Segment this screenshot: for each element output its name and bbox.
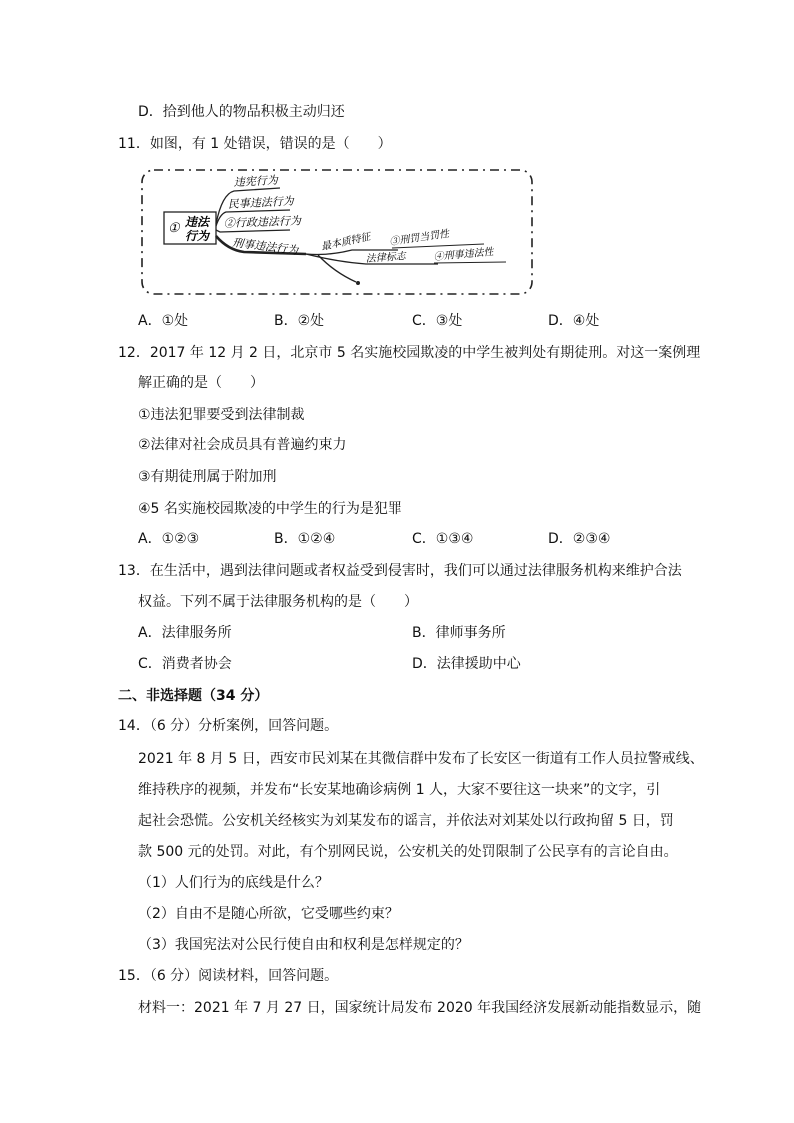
root-label-2: 行为 — [185, 229, 210, 243]
q12-option-b[interactable]: B．①②④ — [274, 531, 336, 547]
q15-stem: 15．（6 分）阅读材料，回答问题。 — [118, 968, 339, 984]
root-label-1: 违法 — [185, 215, 210, 229]
q12-item-3: ③有期徒刑属于附加刑 — [138, 469, 277, 485]
q13-option-a[interactable]: A．法律服务所 — [138, 625, 232, 641]
branch-label-1: 违宪行为 — [233, 173, 279, 189]
q14-question-2: （2）自由不是随心所欲，它受哪些约束？ — [138, 906, 399, 922]
q12-option-a[interactable]: A．①②③ — [138, 531, 200, 547]
q15-material-1: 材料一：2021 年 7 月 27 日，国家统计局发布 2020 年我国经济发展新动能指数显示，随 — [138, 1000, 702, 1016]
q11-option-c[interactable]: C．③处 — [412, 313, 463, 329]
q13-option-c[interactable]: C．消费者协会 — [138, 656, 232, 672]
q11-options — [138, 311, 698, 331]
q12-option-c[interactable]: C．①③④ — [412, 531, 474, 547]
q10-option-d: D．拾到他人的物品积极主动归还 — [138, 104, 345, 120]
q13-options-row-2 — [138, 654, 698, 674]
q14-para-line-1: 2021 年 8 月 5 日，西安市民刘某在其微信群中发布了长安区一街道有工作人员拉警戒线、 — [138, 751, 704, 767]
q14-stem: 14．（6 分）分析案例，回答问题。 — [118, 718, 339, 734]
q12-stem-line-2: 解正确的是（ ） — [138, 375, 264, 391]
q14-para-line-4: 款 500 元的处罚。对此，有个别网民说，公安机关的处罚限制了公民享有的言论自由。 — [138, 844, 678, 860]
sub-line-3 — [318, 255, 356, 282]
q12-stem-line-1: 12．2017 年 12 月 2 日，北京市 5 名实施校园欺凌的中学生被判处有期徒刑。对这一案例理 — [118, 345, 701, 361]
q11-stem: 11．如图，有 1 处错误，错误的是（ ） — [118, 136, 392, 152]
q11-mindmap-diagram — [138, 166, 538, 298]
branch-line-3 — [216, 230, 290, 232]
q13-options-row-1 — [138, 623, 698, 643]
sub-label-2: 法律标志 — [365, 251, 407, 265]
q13-option-b[interactable]: B．律师事务所 — [412, 625, 506, 641]
sub-line-3-dot — [356, 281, 360, 285]
q12-item-1: ①违法犯罪要受到法律制裁 — [138, 407, 305, 423]
q14-question-1: （1）人们行为的底线是什么？ — [138, 875, 329, 891]
branch-label-3: ②行政违法行为 — [223, 214, 302, 230]
sub-value-line-2 — [434, 262, 506, 263]
q12-item-4: ④5 名实施校园欺凌的中学生的行为是犯罪 — [138, 501, 402, 517]
q14-question-3: （3）我国宪法对公民行使自由和权利是怎样规定的？ — [138, 937, 469, 953]
section-2-heading: 二、非选择题（34 分） — [118, 688, 269, 704]
q11-option-d[interactable]: D．④处 — [548, 313, 600, 329]
branch-label-4: 刑事违法行为 — [231, 236, 299, 258]
sub-label-1: 最本质特征 — [320, 231, 372, 253]
q11-option-b[interactable]: B．②处 — [274, 313, 325, 329]
sub-value-2: ④刑事违法性 — [433, 246, 495, 263]
q13-stem-line-1: 13．在生活中，遇到法律问题或者权益受到侵害时，我们可以通过法律服务机构来维护合法 — [118, 563, 682, 579]
root-number: ① — [168, 221, 180, 236]
q12-option-d[interactable]: D．②③④ — [548, 531, 611, 547]
q12-item-2: ②法律对社会成员具有普遍约束力 — [138, 437, 347, 453]
q12-options — [138, 529, 698, 549]
q14-para-line-3: 起社会恐慌。公安机关经核实为刘某发布的谣言，并依法对刘某处以行政拘留 5 日，罚 — [138, 813, 674, 829]
q13-option-d[interactable]: D．法律援助中心 — [412, 656, 521, 672]
sub-value-1: ③刑罚当罚性 — [388, 228, 450, 248]
q13-stem-line-2: 权益。下列不属于法律服务机构的是（ ） — [138, 594, 418, 610]
branch-label-2: 民事违法行为 — [227, 194, 295, 211]
q11-option-a[interactable]: A．①处 — [138, 313, 189, 329]
q14-para-line-2: 维持秩序的视频，并发布“长安某地确诊病例 1 人，大家不要往这一块来”的文字，引 — [138, 782, 661, 798]
